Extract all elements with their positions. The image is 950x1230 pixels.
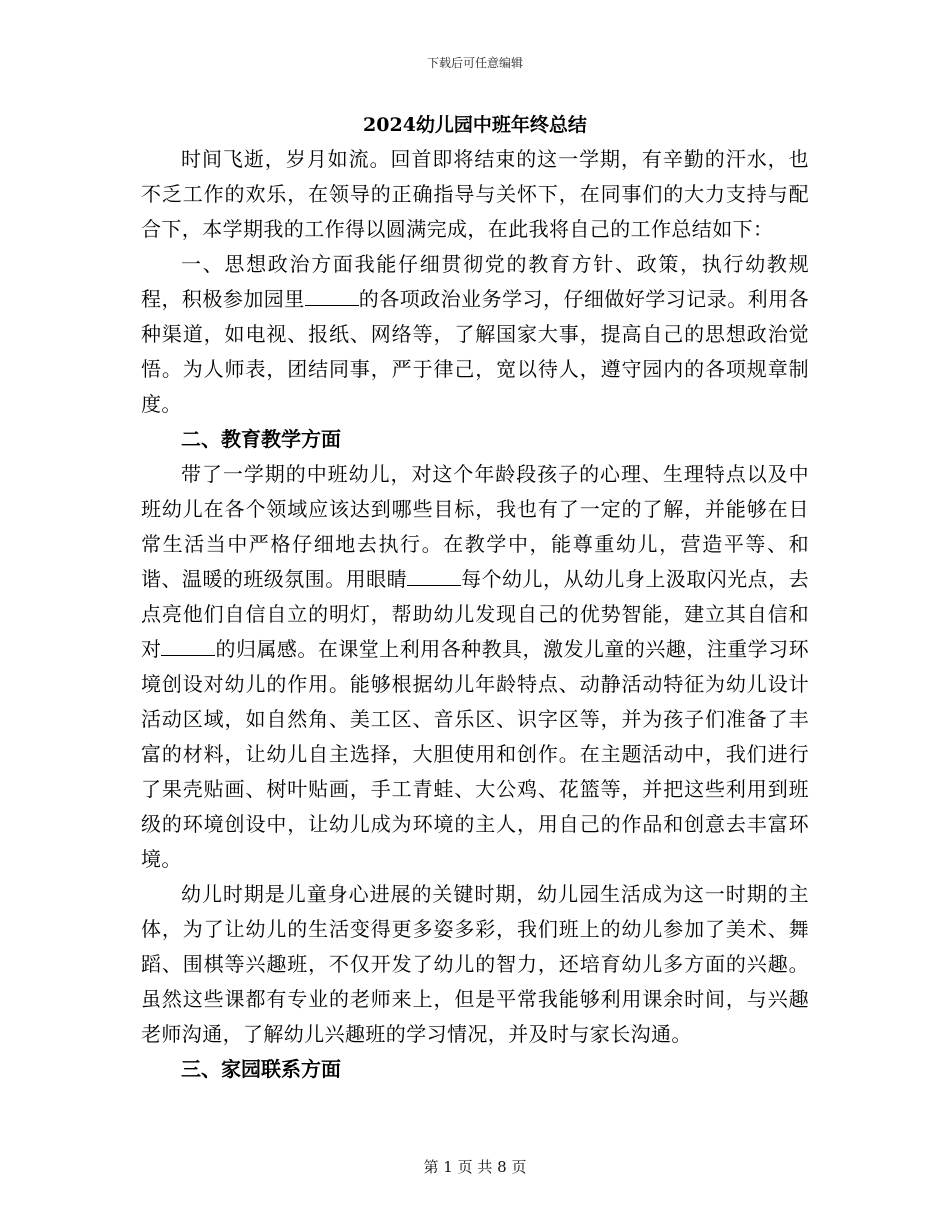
fill-blank — [161, 635, 215, 656]
section-3-heading: 三、家园联系方面 — [181, 1057, 341, 1081]
section-2-paragraph-2: 幼儿时期是儿童身心进展的关键时期，幼儿园生活成为这一时期的主体，为了让幼儿的生活变得更多姿多彩，我们班上的幼儿参加了美术、舞蹈、围棋等兴趣班，不仅开发了幼儿的智力，还培育幼儿多方面的兴趣。虽然这些课都有专业的老师来上，但是平常我能够利用课余时间，与兴趣老师沟通，了解幼儿兴趣班的学习情况，并及时与家长沟通。 — [141, 882, 809, 1046]
intro-paragraph: 时间飞逝，岁月如流。回首即将结束的这一学期，有辛勤的汗水，也不乏工作的欢乐，在领导的正确指导与关怀下，在同事们的大力支持与配合下，本学期我的工作得以圆满完成，在此我将自己的工作总结如下： — [141, 147, 809, 241]
fill-blank — [305, 285, 359, 306]
section-1-paragraph — [141, 247, 809, 422]
section-2-text-part-3: 的归属感。在课堂上利用各种教具，激发儿童的兴趣，注重学习环境创设对幼儿的作用。能够根据幼儿年龄特点、动静活动特征为幼儿设计活动区域，如自然角、美工区、音乐区、识字区等，并为孩子们准备了丰富的材料，让幼儿自主选择，大胆使用和创作。在主题活动中，我们进行了果壳贴画、树叶贴画，手工青蛙、大公鸡、花篮等，并把这些利用到班级的环境创设中，让幼儿成为环境的主人，用自己的作品和创意去丰富环境。 — [141, 637, 809, 871]
section-2-paragraph-1 — [141, 457, 809, 877]
fill-blank — [407, 565, 461, 586]
section-1-text-part-2: 的各项政治业务学习，仔细做好学习记录。利用各种渠道，如电视、报纸、网络等，了解国家大事，提高自己的思想政治觉悟。为人师表，团结同事，严于律己，宽以待人，遵守园内的各项规章制度。 — [141, 287, 809, 416]
section-2-heading: 二、教育教学方面 — [181, 427, 341, 451]
document-title: 2024幼儿园中班年终总结 — [363, 114, 587, 136]
header-note: 下载后可任意编辑 — [426, 56, 523, 70]
section-2-text-part-1: 带了一学期的中班幼儿，对这个年龄段孩子的心理、生理特点以及中班幼儿在各个领域应该达到哪些目标，我也有了一定的了解，并能够在日常生活当中严格仔细地去执行。在教学中，能尊重幼儿，营造平等、和谐、温暖的班级氛围。用眼睛 — [141, 462, 809, 591]
section-2-text-part-2: 每个幼儿，从幼儿身上汲取闪光点，去点亮他们自信自立的明灯，帮助幼儿发现自己的优势智能，建立其自信和对 — [141, 567, 809, 661]
document-body — [141, 110, 809, 1087]
section-1-text-part-1: 一、思想政治方面我能仔细贯彻党的教育方针、政策，执行幼教规程，积极参加园里 — [141, 252, 809, 311]
page-number: 第 1 页 共 8 页 — [423, 1158, 527, 1176]
